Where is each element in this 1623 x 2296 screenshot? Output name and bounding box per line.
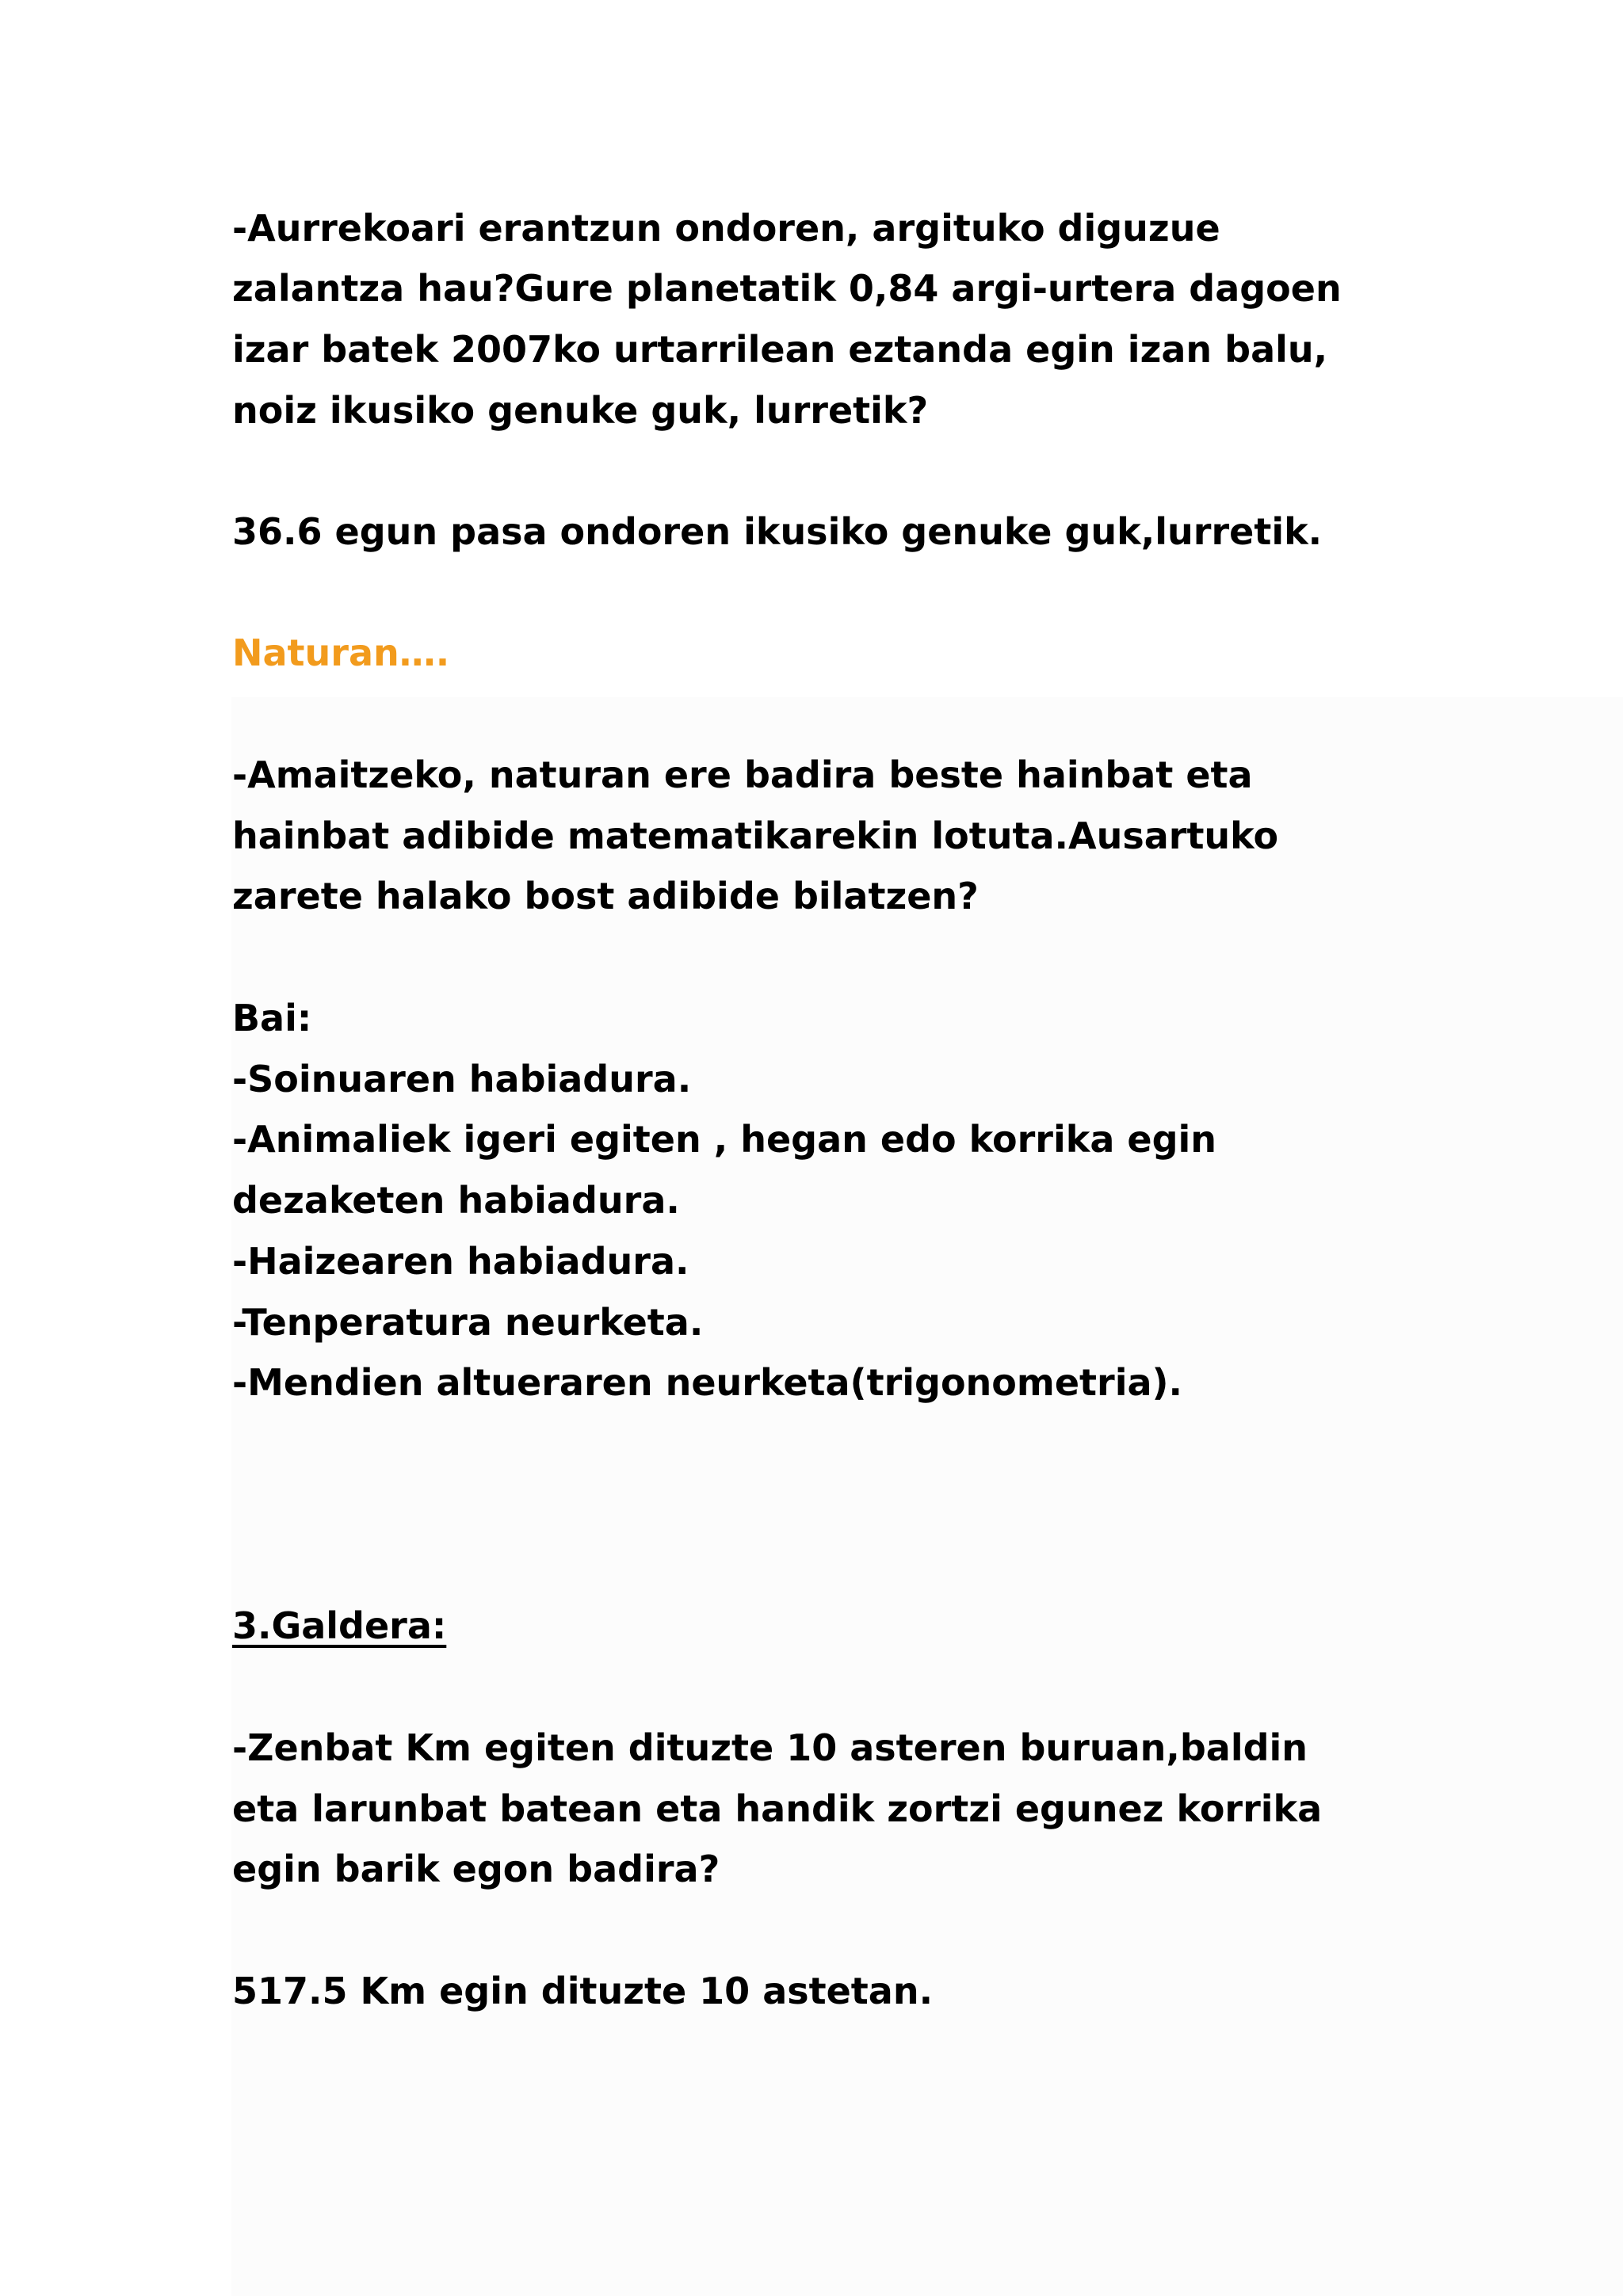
question-line: -Aurrekoari erantzun ondoren, argituko diguzue xyxy=(232,207,1220,250)
example-item: dezaketen habiadura. xyxy=(232,1179,680,1222)
question-line: noiz ikusiko genuke guk, lurretik? xyxy=(232,389,929,432)
question-line: izar batek 2007ko urtarrilean eztanda egin izan balu, xyxy=(232,328,1328,371)
question-3-answer: 517.5 Km egin dituzte 10 astetan. xyxy=(232,1970,934,2012)
example-item: -Animaliek igeri egiten , hegan edo korrika egin xyxy=(232,1118,1217,1161)
question-3-line: egin barik egon badira? xyxy=(232,1848,720,1890)
nature-question-line: hainbat adibide matematikarekin lotuta.Ausartuko xyxy=(232,814,1279,857)
example-item: -Haizearen habiadura. xyxy=(232,1240,689,1283)
answer-text: 36.6 egun pasa ondoren ikusiko genuke guk,lurretik. xyxy=(232,510,1323,553)
question-3-line: -Zenbat Km egiten dituzte 10 asteren buruan,baldin xyxy=(232,1726,1308,1769)
example-item: -Tenperatura neurketa. xyxy=(232,1301,704,1344)
question-3-heading: 3.Galdera: xyxy=(232,1604,447,1647)
nature-question-line: -Amaitzeko, naturan ere badira beste hainbat eta xyxy=(232,753,1253,796)
question-line: zalantza hau?Gure planetatik 0,84 argi-urtera dagoen xyxy=(232,267,1342,310)
nature-heading: Naturan…. xyxy=(232,631,450,674)
example-item: -Mendien altueraren neurketa(trigonometria). xyxy=(232,1361,1183,1404)
nature-question-line: zarete halako bost adibide bilatzen? xyxy=(232,875,979,917)
question-3-line: eta larunbat batean eta handik zortzi egunez korrika xyxy=(232,1787,1323,1830)
example-item: -Soinuaren habiadura. xyxy=(232,1058,692,1100)
answer-intro: Bai: xyxy=(232,997,312,1039)
